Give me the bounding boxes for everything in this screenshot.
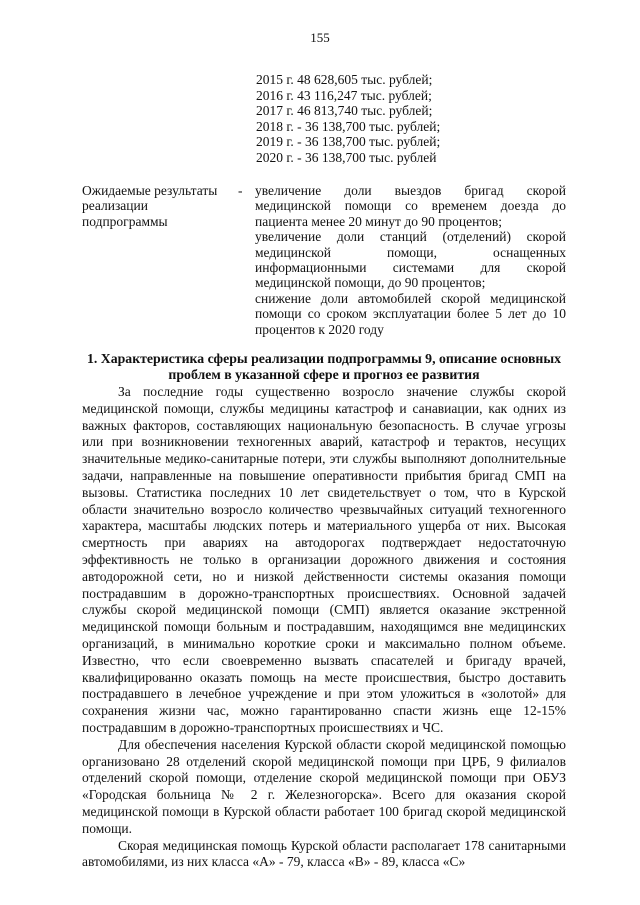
expected-result-item: увеличение доли выездов бригад скорой медицинской помощи со временем доезда до пациента менее 20 минут до 90 процентов; — [255, 183, 566, 229]
funding-amount: 36 138,700 тыс. рублей; — [305, 134, 441, 150]
funding-amount: 36 138,700 тыс. рублей — [305, 149, 437, 165]
expected-results-label: Ожидаемые результаты реализации подпрограммы — [82, 183, 218, 229]
funding-year: 2020 г. - — [256, 149, 302, 165]
funding-row — [256, 88, 440, 104]
funding-row — [256, 119, 440, 135]
funding-year: 2017 г. — [256, 103, 294, 119]
funding-amount: 43 116,247 тыс. рублей; — [297, 87, 432, 103]
funding-amount: 36 138,700 тыс. рублей; — [305, 118, 441, 134]
funding-amount: 48 628,605 тыс. рублей; — [297, 72, 433, 87]
page-number: 155 — [310, 30, 330, 45]
funding-year: 2015 г. — [256, 72, 294, 87]
expected-results-list — [255, 183, 566, 337]
expected-results-dash: - — [238, 183, 243, 198]
expected-result-item: снижение доли автомобилей скорой медицинской помощи со сроком эксплуатации более 5 лет до 10 процентов к 2020 году — [255, 290, 566, 337]
paragraph: Для обеспечения населения Курской области скорой медицинской помощью организовано 28 отделений скорой медицинской помощи при ЦРБ, 9 филиалов отделений скорой помощи, отделение скорой медицинской помощи при ОБУЗ «Городская больница № 2 г. Железногорска». Всего для оказания скорой медицинской помощи в Курской области работает 100 бригад скорой медицинской помощи. — [82, 736, 566, 836]
funding-year: 2018 г. - — [256, 118, 302, 134]
paragraph: За последние годы существенно возросло значение службы скорой медицинской помощи, службы медицины катастроф и санавиации, как одних из важных факторов, составляющих национальную безопасность. В случае угрозы или при возникновении техногенных аварий, катастроф и терактов, несущих значительные медико-санитарные потери, эти службы выполняют дополнительные задачи, направленные на повышение оперативности прибытия бригад СМП на вызовы. Статистика последних 10 лет свидетельствует о том, что в Курской области значительно возросло количество чрезвычайных ситуаций техногенного характера, масштабы людских потерь и материального ущерба от них. Высокая смертность при авариях на автодорогах подтверждает недостаточную эффективность не только в организации дорожного движения и состояния автодорожной сети, но и низкой действенности системы оказания помощи пострадавшим в дорожно-транспортных происшествиях. Основной задачей службы скорой медицинской помощи (СМП) является оказание экстренной медицинской помощи больным и пострадавшим, находящимся вне медицинских организаций, в минимально короткие сроки и максимально полном объеме. Известно, что если своевременно вызвать спасателей и бригаду врачей, квалифицированно оказать помощь на месте происшествия, быстро доставить пострадавшего в лечебное учреждение и при этом уложиться в «золотой» для сохранения жизни час, можно гарантированно спасти жизнь еще 12-15% пострадавшим в дорожно-транспортных происшествиях и ЧС. — [82, 384, 566, 735]
funding-year: 2016 г. — [256, 87, 294, 103]
funding-row — [256, 72, 440, 88]
paragraph: Скорая медицинская помощь Курской области располагает 178 санитарными автомобилями, из них класса «А» - 79, класса «В» - 89, класса «С» — [82, 837, 566, 870]
body-text — [82, 384, 566, 871]
funding-row — [256, 150, 440, 166]
section-heading: 1. Характеристика сферы реализации подпрограммы 9, описание основных проблем в указанной сфере и прогноз ее развития — [86, 351, 562, 382]
funding-row — [256, 134, 440, 150]
expected-result-item: увеличение доли станций (отделений) скорой медицинской помощи, оснащенных информационными системами для скорой медицинской помощи, до 90 процентов; — [255, 229, 566, 291]
funding-row — [256, 103, 440, 119]
funding-year: 2019 г. - — [256, 134, 302, 150]
funding-list — [256, 72, 440, 166]
funding-amount: 46 813,740 тыс. рублей; — [297, 103, 433, 119]
